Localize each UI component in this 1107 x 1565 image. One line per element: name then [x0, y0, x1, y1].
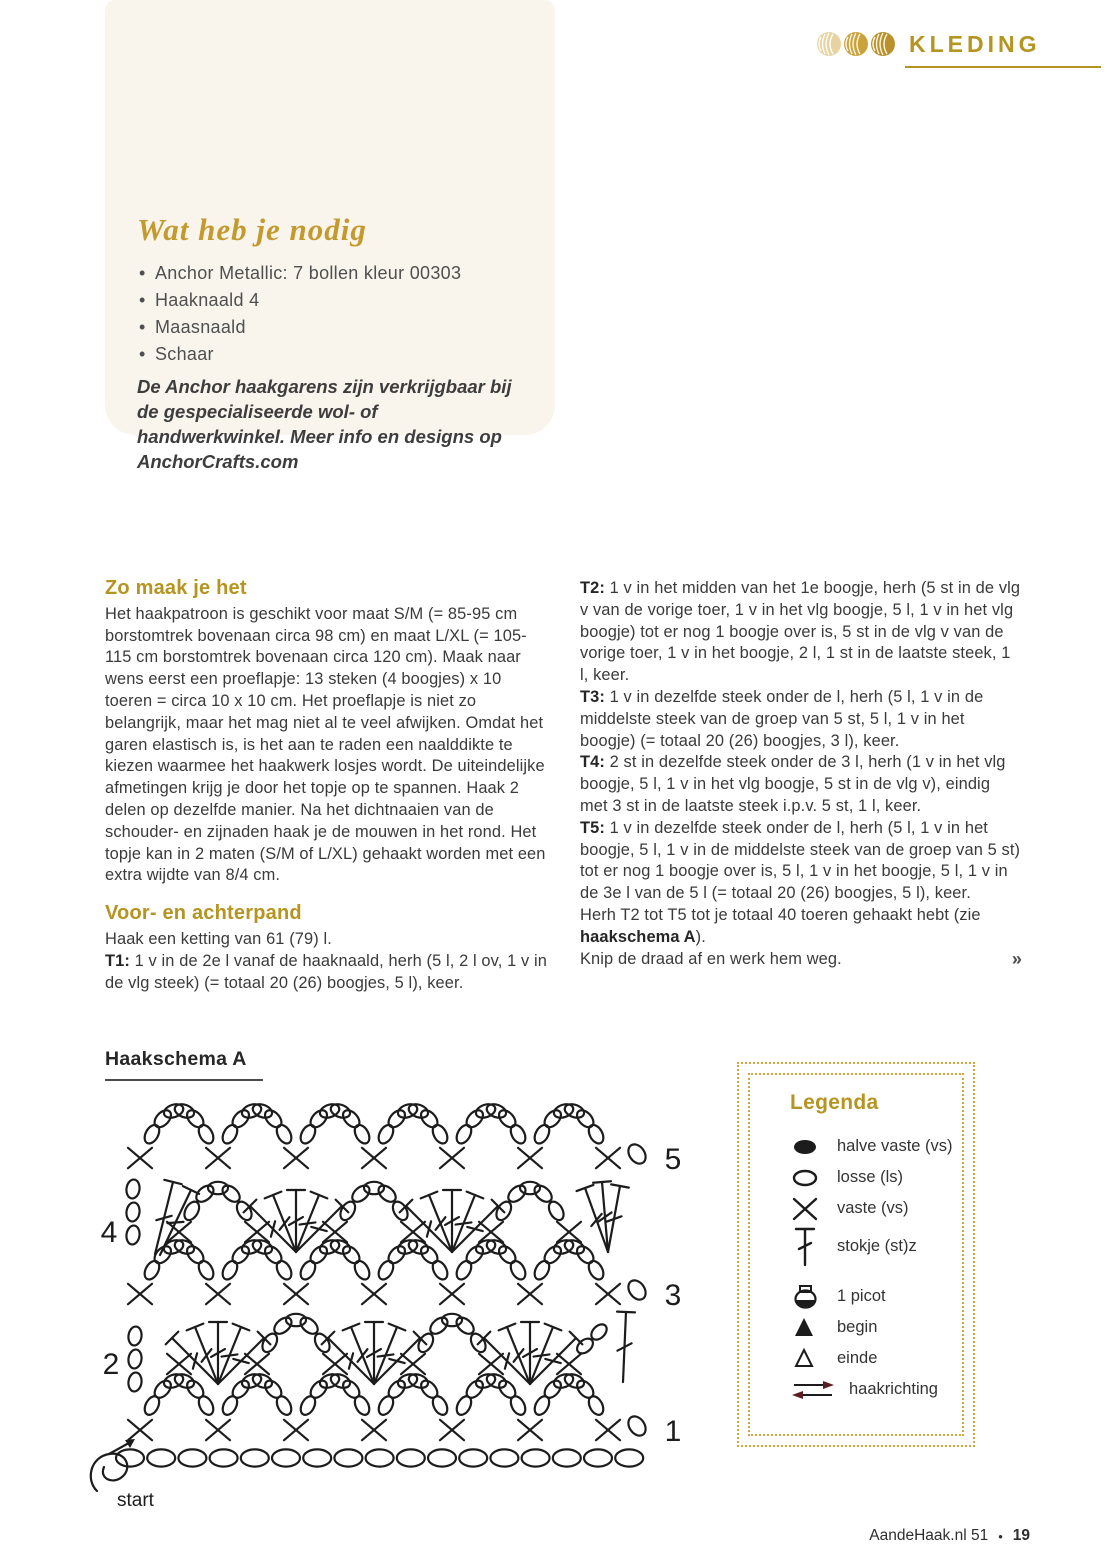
materials-list — [137, 260, 525, 368]
schema-heading — [105, 1048, 263, 1081]
schema-title: Haakschema A — [105, 1048, 247, 1070]
legend-label: losse (ls) — [837, 1168, 904, 1186]
header-rule — [905, 66, 1101, 68]
legend-row — [790, 1343, 962, 1374]
t2-label: T2: — [580, 579, 605, 597]
footer-site: AandeHaak.nl 51 — [869, 1527, 989, 1544]
crochet-diagram — [85, 1092, 715, 1532]
svg-text:1: 1 — [664, 1415, 682, 1448]
t3-text: 1 v in dezelfde steek onder de l, herh (5 l, 1 v in de middelste steek van de groep van 5 st, 5 l, 1 v in het boogje) (= totaal 20 (26) boogjes, 3 l), keer. — [580, 687, 984, 750]
repeat-bold: haakschema A — [580, 927, 696, 946]
svg-text:5: 5 — [664, 1143, 682, 1176]
svg-text:start: start — [117, 1490, 154, 1511]
t3-paragraph — [580, 687, 1022, 752]
materials-note: De Anchor haakgarens zijn verkrijgbaar bij de gespecialiseerde wol- of handwerkwinkel. Meer info en designs op AnchorCrafts.com — [137, 376, 512, 472]
legend-row — [790, 1131, 962, 1162]
legend-inner-border — [748, 1073, 964, 1436]
legend-label: vaste (vs) — [837, 1199, 909, 1217]
list-item: • Schaar — [137, 341, 525, 368]
legend-row — [790, 1312, 962, 1343]
legend-row — [790, 1193, 962, 1224]
section-title: KLEDING — [909, 30, 1041, 57]
t2-text: 1 v in het midden van het 1e boogje, herh (5 st in de vlg v van de vorige toer, 1 v in het vlg boogje, 5 l, 1 v in het vlg boogje) tot er nog 1 boogje over is, 5 st in de vlg v van de vorige toer, 1 v in het boogje, 2 l, 1 st in de laatste steek, 1 l, keer. — [580, 579, 1021, 685]
cut-text: Knip de draad af en werk hem weg. — [580, 949, 842, 968]
right-column — [580, 578, 1022, 970]
list-item: • Anchor Metallic: 7 bollen kleur 00303 — [137, 260, 525, 287]
t1-text: 1 v in de 2e l vanaf de haaknaald, herh (5 l, 2 l ov, 1 v in de vlg steek) (= totaal 20 (26) boogjes, 5 l), keer. — [105, 951, 548, 992]
page-number: 19 — [1012, 1527, 1030, 1544]
legend-label: 1 picot — [837, 1287, 886, 1305]
make-body: Het haakpatroon is geschikt voor maat S/M (= 85-95 cm borstomtrek bovenaan circa 98 cm) en maat L/XL (= 105-115 cm borstomtrek bovenaan circa 120 cm). Maak naar wens eerst een proeflapje: 13 steken (4 boogjes) x 10 toeren = circa 10 x 10 cm. Het proeflapje is niet zo belangrijk, maar het mag niet al te veel afwijken. Omdat het garen elastisch is, is het aan te raden een naalddikte te kiezen waarmee het haakwerk losjes wordt. De uiteindelijke afmetingen krijg je door het topje op te spannen. Haak 2 delen op dezelfde manier. Na het dichtnaaien van de schouder- en zijnaden haak je de mouwen in het rond. Het topje kan in 2 maten (S/M of L/XL) gehaakt worden met een extra wijdte van 8/4 cm. — [105, 604, 546, 885]
t5-paragraph — [580, 818, 1022, 905]
legend-title: Legenda — [790, 1091, 879, 1114]
t1-label: T1: — [105, 951, 130, 970]
materials-title: Wat heb je nodig — [137, 212, 367, 247]
svg-text:4: 4 — [100, 1216, 118, 1249]
t4-label: T4: — [580, 753, 605, 772]
panel-intro: Haak een ketting van 61 (79) l. — [105, 929, 332, 948]
continue-mark: » — [1011, 948, 1022, 969]
t2-paragraph — [580, 578, 1022, 687]
schema-rule — [105, 1079, 263, 1081]
legend-label: stokje (st)z — [837, 1236, 917, 1255]
legend-label: einde — [837, 1349, 878, 1367]
repeat-post: ). — [695, 927, 706, 946]
svg-text:3: 3 — [664, 1279, 682, 1312]
repeat-pre: Herh T2 tot T5 tot je totaal 40 toeren gehaakt hebt (zie — [580, 905, 981, 924]
legend-label: begin — [837, 1318, 878, 1336]
picot-icon — [790, 1283, 824, 1311]
yarn-balls-icon — [815, 30, 897, 58]
t5-label: T5: — [580, 818, 605, 837]
einde-icon — [790, 1346, 824, 1372]
svg-text:2: 2 — [102, 1348, 120, 1381]
crochet-diagram-svg — [85, 1092, 715, 1532]
make-heading: Zo maak je het — [105, 577, 247, 599]
halve-vaste-icon — [790, 1134, 824, 1160]
page-header — [815, 30, 1107, 58]
legend-row — [790, 1162, 962, 1193]
panel-t1 — [105, 951, 551, 995]
legend-box — [737, 1062, 975, 1447]
cut-line — [580, 949, 1022, 971]
legend-label: halve vaste (vs) — [837, 1137, 953, 1155]
legend-row — [790, 1224, 962, 1268]
panel-heading: Voor- en achterpand — [105, 902, 302, 925]
page-footer — [869, 1527, 1030, 1545]
vaste-icon — [790, 1196, 824, 1222]
t3-label: T3: — [580, 687, 605, 706]
footer-bullet: • — [998, 1528, 1003, 1544]
list-item: • Haaknaald 4 — [137, 287, 525, 314]
losse-icon — [790, 1165, 824, 1191]
legend-row — [790, 1281, 962, 1312]
begin-icon — [790, 1315, 824, 1341]
t5-text: 1 v in dezelfde steek onder de l, herh (5 l, 1 v in het boogje, 5 l, 1 v in de middelste steek van de groep van 5 st) tot er nog 1 boogje over is, 5 l, 1 v in het boogje, 5 l, 1 v in de 3e l van de 5 l (= totaal 20 (26) boogjes, 5 l), keer. — [580, 818, 1021, 903]
list-item: • Maasnaald — [137, 314, 525, 341]
legend-row — [790, 1374, 962, 1405]
t4-text: 2 st in dezelfde steek onder de 3 l, herh (1 v in het vlg boogje, 5 l, 1 v in het vlg boogje, 5 st in de vlg v), eindig met 3 st in de laatste steek i.p.v. 5 st, 1 l, keer. — [580, 753, 1006, 815]
t4-paragraph — [580, 752, 1022, 817]
repeat-note — [580, 905, 1022, 949]
materials-box — [105, 0, 555, 472]
stokje-icon — [790, 1224, 824, 1268]
haakrichting-icon — [790, 1377, 836, 1403]
left-column — [105, 578, 551, 994]
legend-label: haakrichting — [849, 1380, 938, 1398]
